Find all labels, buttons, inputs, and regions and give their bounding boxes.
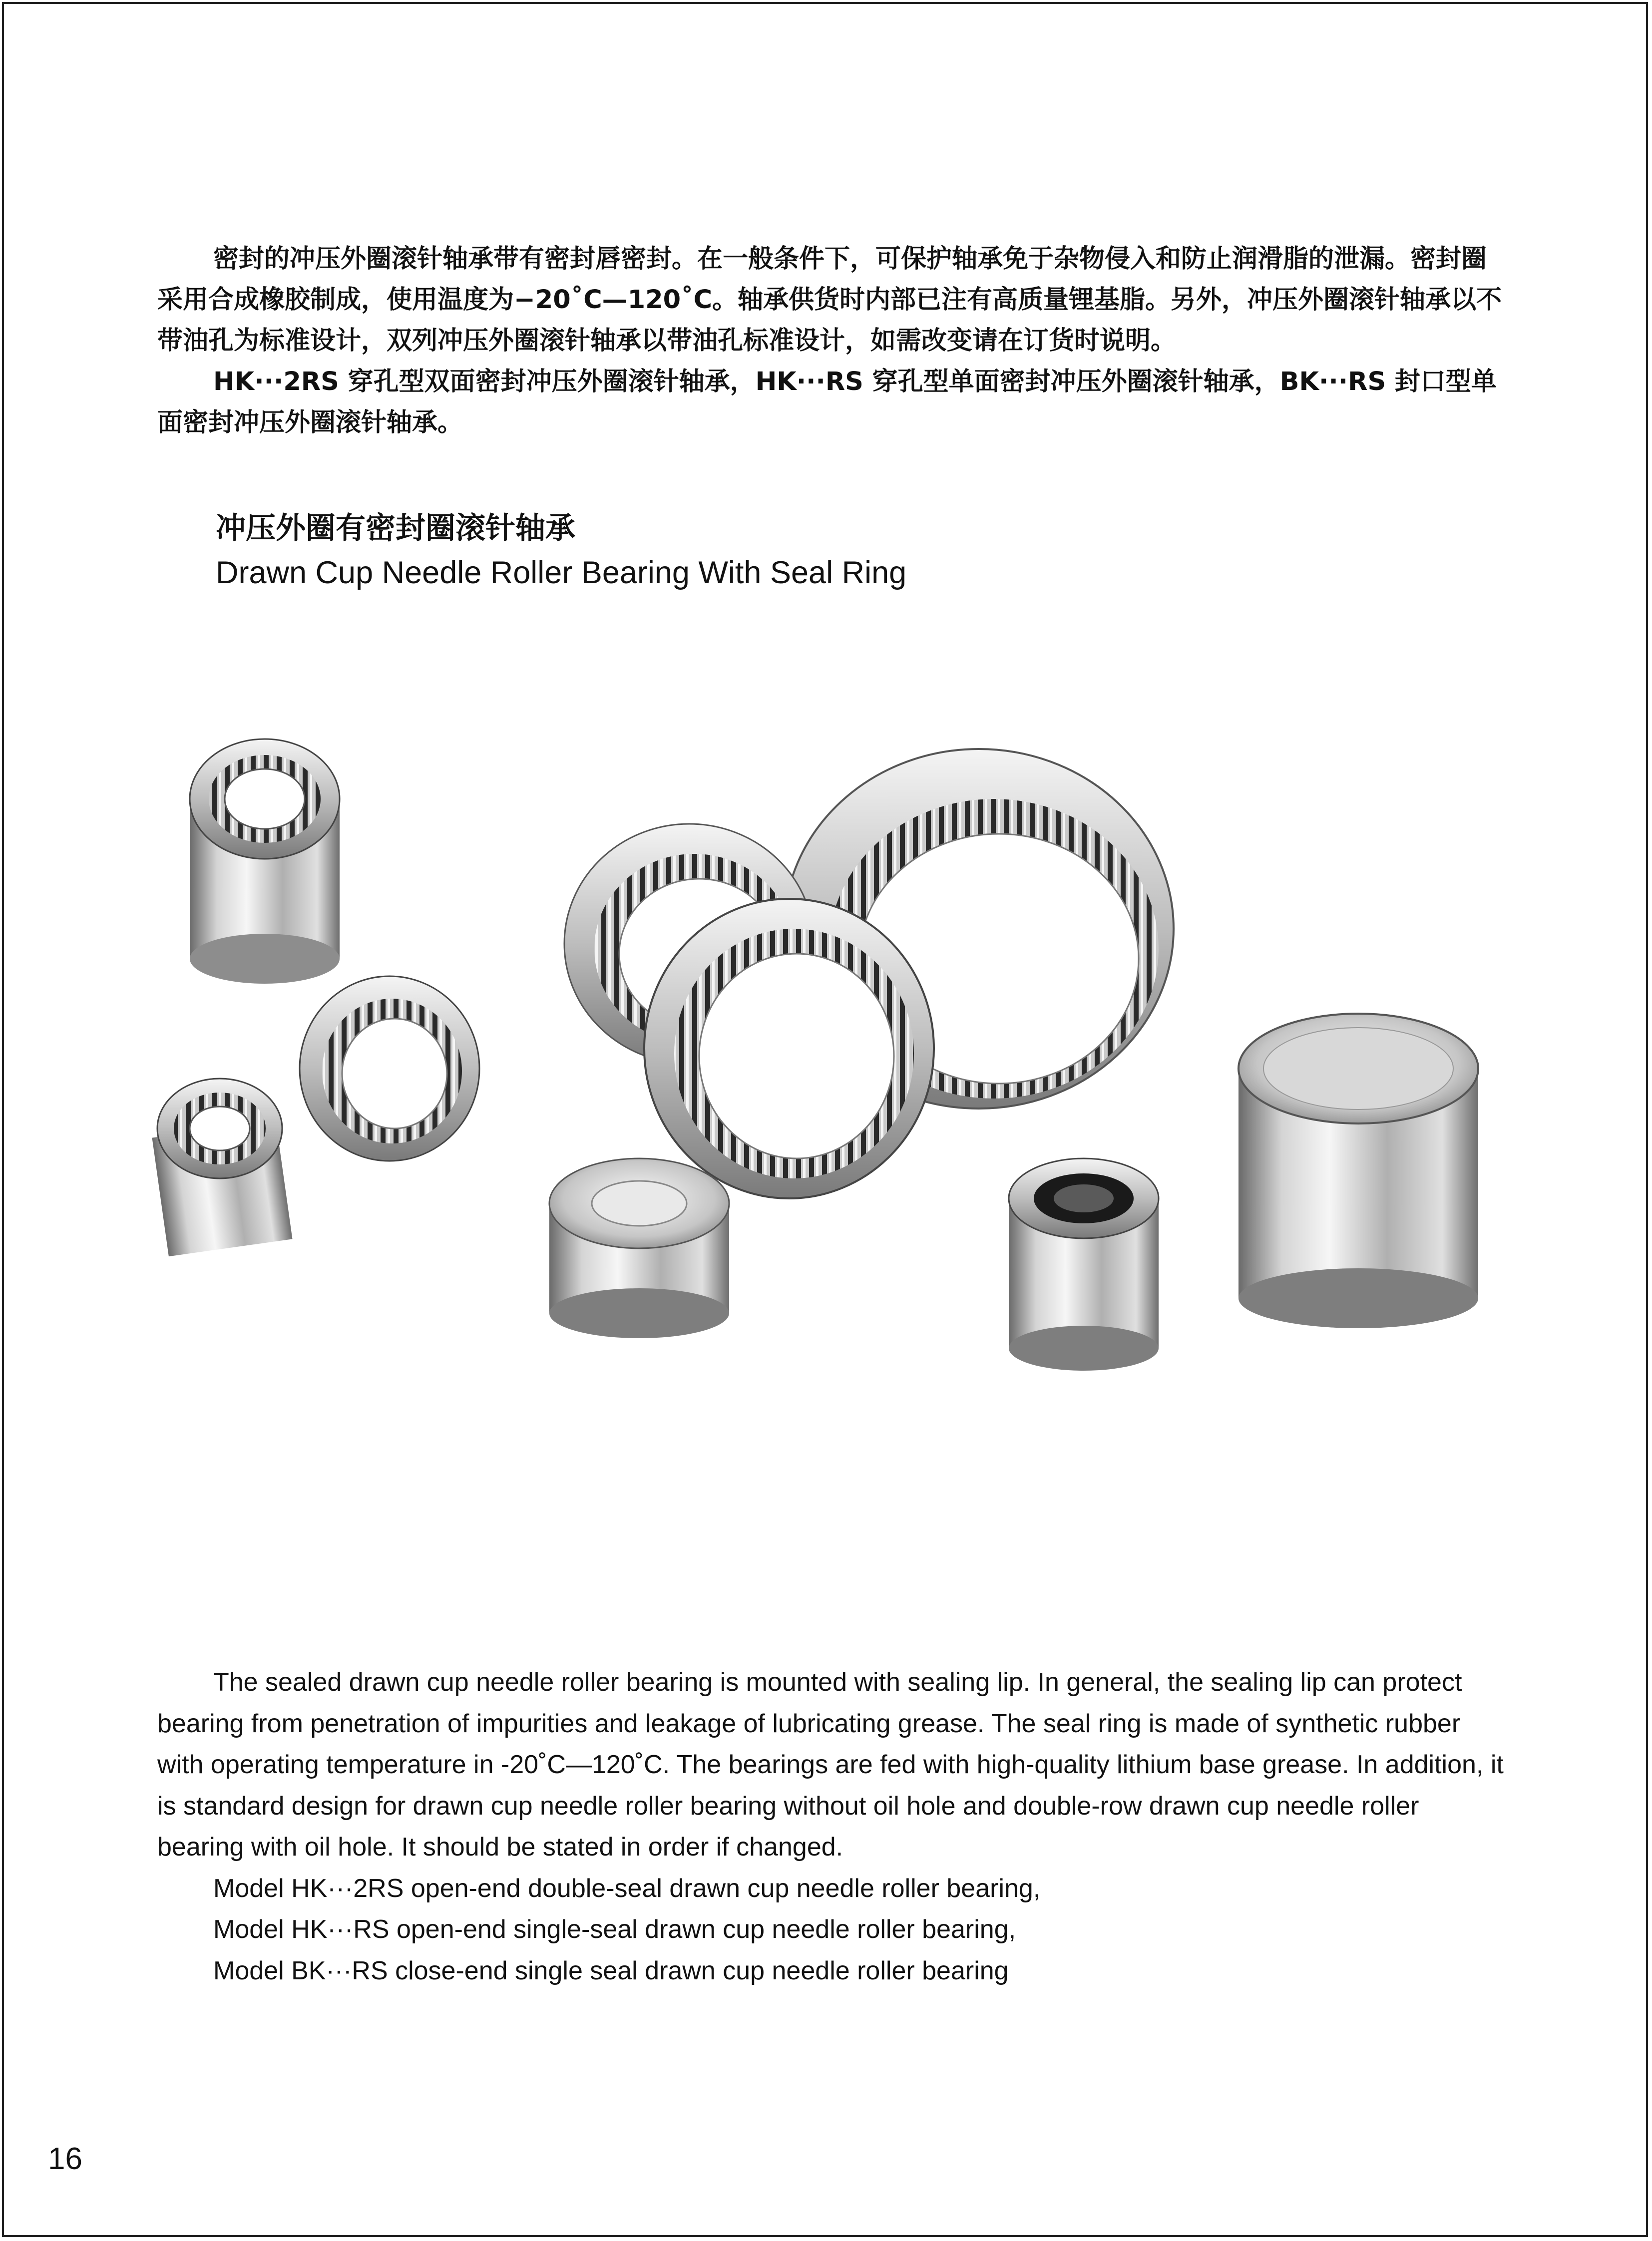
- bearing-closed-end-front: [549, 1158, 729, 1338]
- bearing-product-photo: [150, 689, 1498, 1558]
- bearing-sealed-small: [1009, 1158, 1159, 1371]
- chinese-description: [157, 239, 1506, 443]
- model-line-hk-2rs: Model HK···2RS open-end double-seal drawn cup needle roller bearing,: [213, 1873, 1041, 1903]
- model-line-bk-rs: Model BK···RS close-end single seal drawn cup needle roller bearing: [213, 1956, 1009, 1985]
- model-line-hk-rs: Model HK···RS open-end single-seal drawn cup needle roller bearing,: [213, 1915, 1016, 1944]
- section-title-chinese: 冲压外圈有密封圈滚针轴承: [216, 511, 575, 546]
- section-heading: [216, 508, 906, 595]
- bearing-closed-end-tall: [1239, 1014, 1478, 1328]
- chinese-paragraph-1: 密封的冲压外圈滚针轴承带有密封唇密封。在一般条件下，可保护轴承免于杂物侵入和防止润滑脂的泄漏。密封圈采用合成橡胶制成，使用温度为−20˚C—120˚C。轴承供货时内部已注有高质量锂基脂。另外，冲压外圈滚针轴承以不带油孔为标准设计，双列冲压外圈滚针轴承以带油孔标准设计，如需改变请在订货时说明。: [157, 244, 1502, 356]
- page-number: 16: [48, 2142, 82, 2176]
- bearing-top-left: [190, 739, 340, 984]
- english-description: [157, 1662, 1506, 1991]
- english-paragraph-1: The sealed drawn cup needle roller bearing is mounted with sealing lip. In general, the sealing lip can protect bearing from penetration of impurities and leakage of lubricating grease. The seal ring is made of synthetic rubber with operating temperature in -20˚C—120˚C. The bearings are fed with high-quality lithium base grease. In addition, it is standard design for drawn cup needle roller bearing without oil hole and double-row drawn cup needle roller bearing with oil hole. It should be stated in order if changed.: [157, 1668, 1504, 1862]
- bearing-center-front: [644, 899, 934, 1198]
- bearing-small-left: [152, 1079, 293, 1256]
- section-title-english: Drawn Cup Needle Roller Bearing With Seal Ring: [216, 555, 907, 590]
- chinese-paragraph-2: HK···2RS 穿孔型双面密封冲压外圈滚针轴承，HK···RS 穿孔型单面密封冲压外圈滚针轴承，BK···RS 封口型单面密封冲压外圈滚针轴承。: [157, 367, 1497, 437]
- bearing-small-ring: [300, 976, 479, 1161]
